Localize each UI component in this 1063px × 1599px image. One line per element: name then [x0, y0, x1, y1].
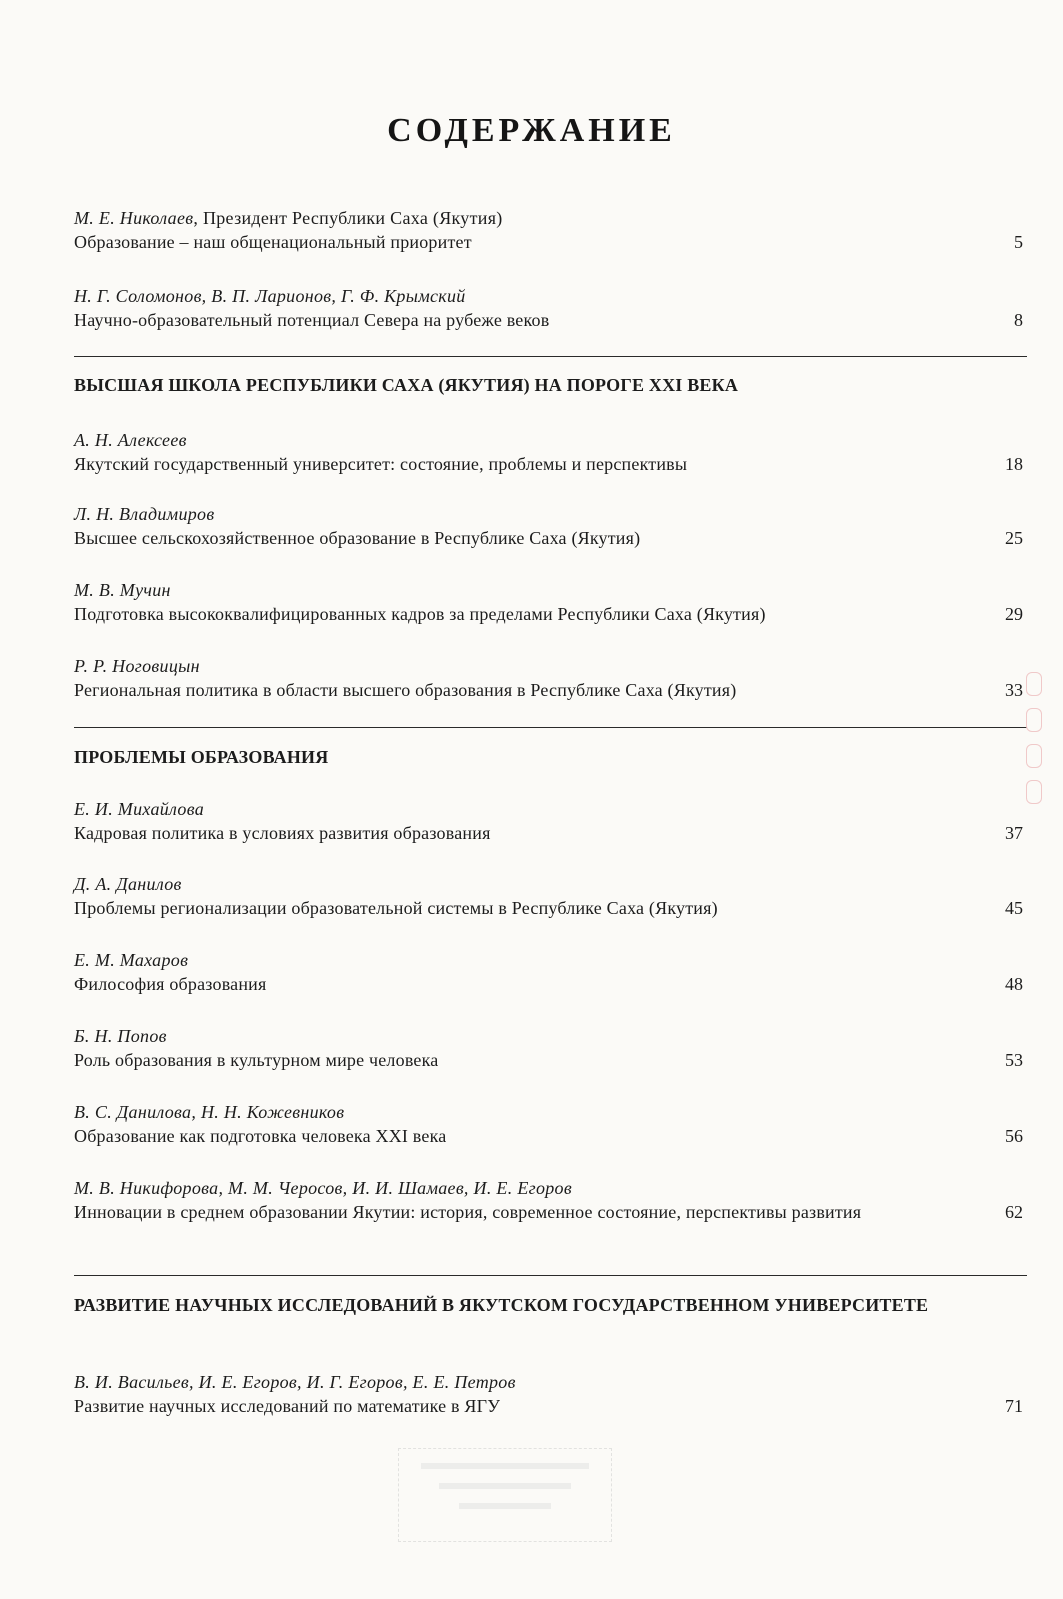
- entry-author: М. В. Мучин: [74, 580, 171, 600]
- entry-page: 71: [1005, 1396, 1023, 1416]
- entry-title: Роль образования в культурном мире человека: [74, 1050, 439, 1070]
- entry-page: 53: [1005, 1050, 1023, 1070]
- entry-page: 18: [1005, 454, 1023, 474]
- library-stamp: [398, 1448, 612, 1542]
- entry-author: Д. А. Данилов: [74, 874, 182, 894]
- entry-title: Высшее сельскохозяйственное образование в Республике Саха (Якутия): [74, 528, 641, 548]
- entry-author: М. Е. Николаев: [74, 208, 194, 228]
- entry-author: Б. Н. Попов: [74, 1026, 167, 1046]
- entry-title: Научно-образовательный потенциал Севера на рубеже веков: [74, 310, 550, 330]
- entry-page: 45: [1005, 898, 1023, 918]
- toc-entry: [74, 1100, 1023, 1148]
- entry-author: Е. И. Михайлова: [74, 799, 204, 819]
- entry-page: 37: [1005, 823, 1023, 843]
- toc-entry: [74, 872, 1023, 920]
- entry-author: Е. М. Махаров: [74, 950, 189, 970]
- entry-page: 48: [1005, 974, 1023, 994]
- entry-page: 25: [1005, 528, 1023, 548]
- section-heading: ПРОБЛЕМЫ ОБРАЗОВАНИЯ: [74, 747, 329, 767]
- toc-entry: [74, 428, 1023, 476]
- toc-entry: [74, 1370, 1023, 1418]
- toc-entry: [74, 948, 1023, 996]
- entry-title: Проблемы регионализации образовательной системы в Республике Саха (Якутия): [74, 898, 718, 918]
- toc-entry: [74, 654, 1023, 702]
- entry-page: 56: [1005, 1126, 1023, 1146]
- entry-author: А. Н. Алексеев: [74, 430, 187, 450]
- entry-title: Подготовка высококвалифицированных кадров за пределами Республики Саха (Якутия): [74, 604, 766, 624]
- entry-author: Н. Г. Соломонов, В. П. Ларионов, Г. Ф. Крымский: [74, 286, 466, 306]
- section-heading: РАЗВИТИЕ НАУЧНЫХ ИССЛЕДОВАНИЙ В ЯКУТСКОМ ГОСУДАРСТВЕННОМ УНИВЕРСИТЕТЕ: [74, 1295, 929, 1315]
- section-divider: [74, 727, 1027, 728]
- entry-page: 62: [1005, 1202, 1023, 1222]
- entry-title: Кадровая политика в условиях развития образования: [74, 823, 491, 843]
- page-title: СОДЕРЖАНИЕ: [387, 112, 676, 149]
- entry-author: М. В. Никифорова, М. М. Черосов, И. И. Шамаев, И. Е. Егоров: [74, 1178, 572, 1198]
- entry-title: Развитие научных исследований по математике в ЯГУ: [74, 1396, 501, 1416]
- toc-entry: [74, 206, 1023, 254]
- entry-author-suffix: , Президент Республики Саха (Якутия): [193, 208, 503, 228]
- entry-title: Инновации в среднем образовании Якутии: история, современное состояние, перспективы развития: [74, 1202, 862, 1222]
- toc-entry: [74, 1176, 1023, 1224]
- entry-title: Философия образования: [74, 974, 267, 994]
- toc-entry: [74, 578, 1023, 626]
- entry-author: В. И. Васильев, И. Е. Егоров, И. Г. Егоров, Е. Е. Петров: [74, 1372, 516, 1392]
- entry-author: Р. Р. Ноговицын: [74, 656, 200, 676]
- entry-page: 29: [1005, 604, 1023, 624]
- entry-title: Региональная политика в области высшего образования в Республике Саха (Якутия): [74, 680, 737, 700]
- toc-entry: [74, 502, 1023, 550]
- entry-page: 5: [1014, 232, 1023, 252]
- margin-marks: [1020, 660, 1050, 840]
- entry-title: Образование как подготовка человека XXI века: [74, 1126, 447, 1146]
- entry-page: 8: [1014, 310, 1023, 330]
- toc-entry: [74, 797, 1023, 845]
- entry-title: Якутский государственный университет: состояние, проблемы и перспективы: [74, 454, 688, 474]
- section-heading: ВЫСШАЯ ШКОЛА РЕСПУБЛИКИ САХА (ЯКУТИЯ) НА ПОРОГЕ XXI ВЕКА: [74, 375, 739, 395]
- section-divider: [74, 356, 1027, 357]
- section-divider: [74, 1275, 1027, 1276]
- entry-page: 33: [1005, 680, 1023, 700]
- entry-title: Образование – наш общенациональный приоритет: [74, 232, 472, 252]
- entry-author: В. С. Данилова, Н. Н. Кожевников: [74, 1102, 345, 1122]
- toc-entry: [74, 1024, 1023, 1072]
- toc-entry: [74, 284, 1023, 332]
- entry-author: Л. Н. Владимиров: [74, 504, 215, 524]
